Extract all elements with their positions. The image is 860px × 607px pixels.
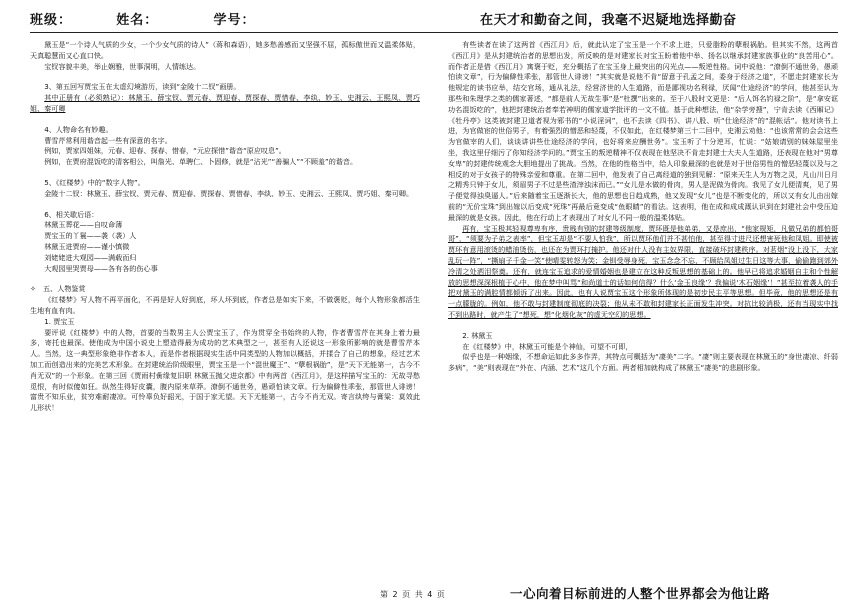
text-paragraph: 林黛玉进贾府——谨小慎微 bbox=[44, 241, 130, 251]
text-paragraph: 大观园里哭贾母——各有各的伤心事 bbox=[44, 263, 158, 273]
text-paragraph: 刘姥姥进大观园——满载而归 bbox=[44, 252, 137, 262]
text-paragraph: 林黛玉葬花——自叹命薄 bbox=[44, 220, 123, 230]
student-info-fields: 班级： 姓名： 学号： bbox=[30, 13, 256, 28]
text-paragraph: 似乎也是一种姻缘，不想命运如此多多作弄，其特点可概括为“凄美”二字。“凄”则主要表现在林黛玉的“身世凄凉、纤弱多病”，“美”则表现在“外在、内涵、艺术”这几个方面。两者相加就构成了林黛玉“凄美”的悲剧形象。 bbox=[448, 352, 838, 373]
text-paragraph: 有些读者在读了这两首《西江月》后，就此认定了宝玉是一个不求上进，只爱脂粉的孽根祸胎。但其实不然，这两首《西江月》是从封建统治者的思想出发，所反映的是对建家长对宝玉盼着他中举、扬名以继承封建家族事业的“良苦用心”。而作者正是借《西江月》寓褒于贬，充分概括了在宝玉身上最突出的闪光点——叛逆性格。词中说他：“潦倒不通世务，愚顽怕读文章”，行为偏僻性乖张，那管世人诽谤！”其实就是说他不肯“留意于孔孟之间，委身于经济之道”，不愿走封建家长为他规定的读书应举，结交官场，通从礼法，经营济世的人生道路，而是鄙视功名利禄，厌闻“仕途经济”的学问，他甚至认为那些和朱理学之类的儒家著述，“都是前人无故生事”是“杜撰”出来的。至于八股时文更是：“后人饵名钓禄之阶”，是“拿安诓功名混饭吃的”，他把封建统治者奉若神明的儒家道学批评的一文不值。基于此种想法，他“杂学旁搜”，宁肯去读《西厢记》《牡丹亭》这类被封建卫道者视为邪书的“小说淫词”，也不去读《四书》、讲八股、听“仕途经济”的“混帐话”。他对读书上进，为官做宦的世俗男子，有着强烈的憎恶和轻蔑，不仅如此，在红楼梦第三十二回中，史湘云劝他：“也该常常的会会这些为官做宰的人们，谈谈讲讲些仕途经济的学问，也好将来应酬世务”。宝玉听了十分逆耳，忙说：“姑娘请别的妹妹屋里坐坐，我这里仔细污了你知经济学问的。”贾宝玉的叛逆精神不仅表现在他坚决不肯走封建士大夫人生道路，还表现在他对“男尊女卑”的封建传统观念大胆地提出了挑战。当然，在他的性格当中，给人印象最深的也就是对于世俗男性的憎恶轻蔑以及与之相反的对于女孩子的特殊亲爱和尊重。在第二回中，他发表了自己离经道的独到见解：“原来天生人为万物之灵，凡山川日月之精秀只钟于女儿，须眉男子不过是些渣滓浊沫而已。”“女儿是水做的骨肉，男人是泥做为骨肉。我见了女儿便清爽，见了男子便觉得浊臭逼人。”后来随着宝玉逐渐长大，他的思想也日趋成熟，他又发现“女儿”也是不断变化的，所以又有女儿由出嫁前的“无价宝珠”到出嫁以后变成“死珠”再最后竟变成“鱼眼睛”的看法。这表明，他在成和成成溉认识到在封建社会中受压迫最深的就是女孩。因此，他在行动上才表现出了对女儿不同一般的温柔体贴。 bbox=[448, 40, 838, 222]
left-column bbox=[30, 40, 420, 414]
paragraph-gap bbox=[30, 274, 420, 284]
text-paragraph: 金陵十二钗：林黛玉、薛宝钗、贾元春、贾迎春、贾探春、贾惜春、李纨、妙玉、史湘云、王熙凤、贾巧姐、秦可卿。 bbox=[44, 188, 414, 198]
text-paragraph: 《红楼梦》写人物不再平面化，不再是好人好到底，坏人坏到底，作者总是如实下来，不做褒贬，每个人物形象都活生生地有血有肉。 bbox=[30, 295, 420, 315]
paragraph-gap bbox=[30, 168, 420, 178]
text-paragraph: 例如，贾家四姐妹，元春、迎春、探春、惜春，“元应探惜”谐音“原应叹息”。 bbox=[44, 146, 286, 156]
right-column bbox=[448, 40, 838, 374]
page-number: 第 2 页 共 4 页 bbox=[380, 590, 446, 599]
text-paragraph: 6、相关歇后语： bbox=[44, 209, 99, 219]
text-paragraph: 再有，宝玉极其轻视尊卑有序，贵贱有别的封建等级制度，贾环既是他弟弟，又是庶出，“他家规矩，凡做兄弟的都怕哥哥”，“须要为子弟之表率”，但宝玉却是“不要人怕我”，所以贾环他们并不甚怕他，甚至得寸进尺还想害死他和凤姐。即使被贾环有意用滚烫的蜡油烫伤，也还在为贾环打掩护。他还对什人没有主奴界限，直接破坏封建秩序。对茗烟“没上没下，大家乱玩一阵”，“撕扇子千金一笑”使晴雯转怒为笑；金钏受辱身死，宝玉念念不忘，不顾给凤姐过生日这等大事，偷偷跑到郊外冷清之处洒泪祭奠。还有，就连宝玉追求的爱情婚姻也是建立在这种反叛思想的基础上的。他早已将追求婚姻自主和个性解放的思想深深根植于心中，他在梦中叫骂“和尚道士的话如何信得？什么‘金玉良缘’？我偏说‘木石姻缘’！”甚至拉着袭人的手把对黛玉的满腔情都倾诉了出来。因此，也有人说贾宝玉这个形象所体现的是初步民主平等思想。但毕竟，他的思想还是有一点朦胧的。例如，他不敢与封建制度彻底的决裂；他从未不敢和封建家长正面发生冲突。对抗比较消极，还有当现实中找不到出路时，就产生了“想死，想“化烟化灰”的虚无空幻的思想。 bbox=[448, 223, 838, 319]
paragraph-gap bbox=[30, 200, 420, 210]
text-paragraph: 5、《红楼梦》中的“数字人物”。 bbox=[44, 177, 145, 187]
footer-motto: 一心向着目标前进的人整个世界都会为他让路 bbox=[510, 586, 771, 601]
paragraph-gap bbox=[448, 321, 838, 331]
text-paragraph: 4、人物命名有妙趣。 bbox=[44, 124, 113, 134]
text-paragraph: 1. 贾宝玉 bbox=[44, 316, 75, 326]
text-paragraph: 在《红楼梦》中，林黛玉可能是个神仙，可望不可即， bbox=[462, 341, 633, 351]
text-paragraph: 其中正册有（必须熟记）：林黛玉、薛宝钗、贾元春、贾迎春、贾探春、贾惜春、李纨、妙玉、史湘云、王熙凤、贾巧姐、秦可卿 bbox=[30, 93, 420, 113]
text-paragraph: 要评说《红楼梦》中的人物，首要的当数男主人公贾宝玉了，作为贯穿全书始终的人物，作者曹雪芹在其身上着力最多，寄托也最深。使他成为中国小说史上塑造得最为成功的艺术典型之一，甚至有人还说这一形象所影响的就是曹雪芹本人。当然，这一典型形象绝非作者本人，而是作者根据现实生活中同类型的人物加以概括，并揉合了自己的想象，经过艺术加工而创造出来的完美艺术形象。在封建统治阶级眼里，贾宝玉是一个“混世魔王”、“孽根祸胎”，是“天下无能第一，古今不肖无双”的一个形象。在第三回《贾雨村夤缘复旧职 林黛玉抛父进京都》中有两首《西江月》，是这样描写宝玉的：无故寻愁觅恨，有时似傻如狂。纵然生得好皮囊，腹内原来草莽。潦倒不通世务，愚顽怕读文章。行为偏僻性乖张，那管世人诽谤！富贵不知乐业，贫穷难耐凄凉。可怜辜负好韶光，于国于家无望。天下无能第一，古今不肖无双。寄言纨绔与膏粱：莫效此儿形状！ bbox=[30, 327, 420, 413]
text-paragraph: ✧ 五、人物鉴赏 bbox=[30, 284, 86, 294]
paragraph-gap bbox=[30, 72, 420, 82]
text-paragraph: 例如，在贾府混饭吃的清客相公，叫詹光、单聘仁、卜固修，就是“沾光”“善骗人”“不顾羞”的谐音。 bbox=[44, 157, 358, 167]
page-header bbox=[0, 0, 860, 36]
text-paragraph: 贾宝玉的丫鬟——袭（袭）人 bbox=[44, 231, 137, 241]
text-paragraph: 3、第五回写贾宝玉在太虚幻境游历，读到“金陵十二钗”画册。 bbox=[44, 82, 241, 92]
text-paragraph: 曹雪芹常利用谐音起一些有深意的名字。 bbox=[44, 135, 172, 145]
text-paragraph: 宝钗容貌丰美，举止娴雅，世事洞明，人情练达。 bbox=[44, 61, 201, 71]
text-paragraph: 2. 林黛玉 bbox=[462, 330, 493, 340]
text-paragraph: 黛玉是“一个诗人气质的少女，一个少女气质的诗人”（蒋和森语），她多愁善感而又坚强不屈，孤标傲世而又温柔体贴，天真聪慧而又心直口快。 bbox=[30, 40, 420, 60]
header-divider bbox=[30, 32, 838, 33]
paragraph-gap bbox=[30, 115, 420, 125]
header-motto: 在天才和勤奋之间，我毫不迟疑地选择勤奋 bbox=[480, 13, 737, 28]
